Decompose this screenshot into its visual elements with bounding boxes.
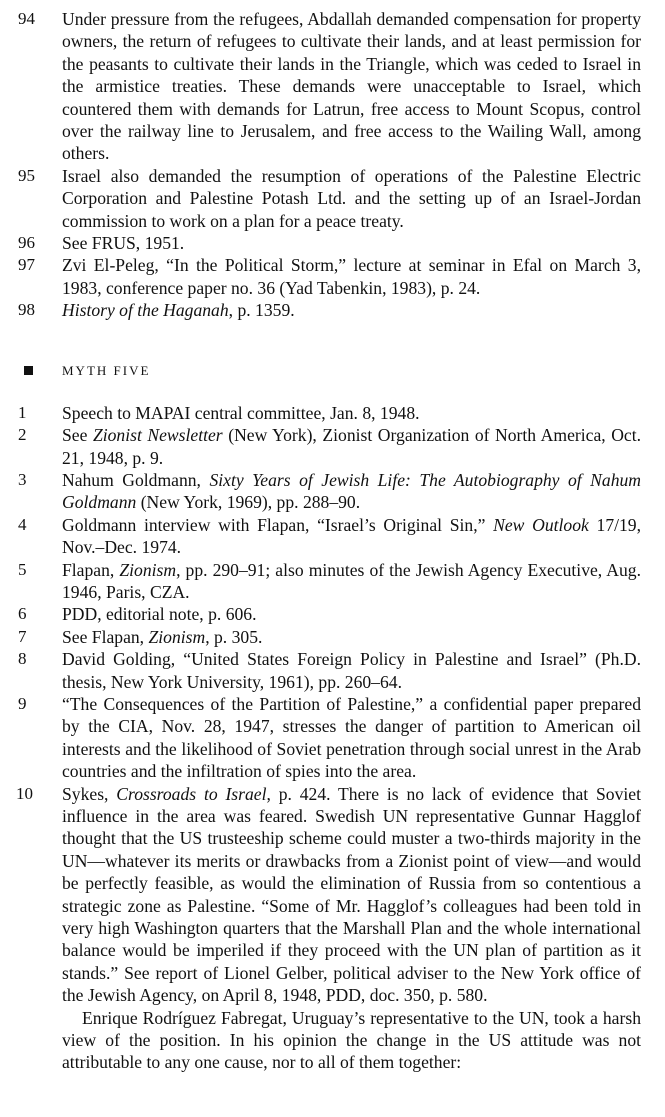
endnote-number: 9 — [18, 693, 27, 713]
endnote-1 — [0, 402, 665, 424]
continuation-paragraph: Enrique Rodríguez Fabregat, Uruguay’s representative to the UN, took a harsh view of the position. In his opinion the change in the US attitude was not attributable to any one cause, nor to all of them together: — [62, 1007, 641, 1073]
endnote-95 — [0, 165, 665, 232]
endnote-title: Zionist Newsletter — [92, 425, 223, 446]
endnote-9 — [0, 693, 665, 783]
endnote-number: 1 — [18, 402, 27, 422]
endnote-text: Sykes, — [62, 783, 117, 804]
endnote-97 — [0, 254, 665, 299]
endnote-94 — [0, 8, 665, 165]
endnote-text: Flapan, — [62, 559, 120, 580]
endnote-96 — [0, 232, 665, 254]
endnote-2 — [0, 424, 665, 469]
endnote-text: , p. 424. There is no lack of evidence that Soviet influence in the area was feared. Swedish UN representative Gunnar Hagglof thought that the US trusteeship scheme could muster a two-thirds majority in the UN—whatever its merits or drawbacks from a Zionist point of view—and would be perfectly feasible, as would the elimination of Russia from so contentious a strategic zone as Palestine. “Some of Mr. Hagglof’s colleagues had been told in very high Washington quarters that the Marshall Plan and the whole international balance would be imperiled if they proceed with the UN plan of partition as it stands.” See report of Lionel Gelber, political adviser to the New York office of the Jewish Agency, on April 8, 1948, PDD, doc. 350, p. 580. — [62, 783, 641, 1006]
endnotes-page — [0, 8, 665, 1074]
endnote-text: (New York, 1969), pp. 288–90. — [136, 492, 361, 513]
section-heading — [0, 360, 665, 382]
endnote-number: 96 — [18, 233, 35, 253]
endnote-number: 10 — [16, 783, 33, 803]
endnote-number: 95 — [18, 165, 35, 185]
endnote-title: Crossroads to Israel — [116, 783, 267, 804]
endnote-number: 7 — [18, 626, 27, 646]
endnote-number: 4 — [18, 514, 27, 534]
endnote-title: Zionism — [119, 559, 177, 580]
endnote-text: , p. 1359. — [228, 300, 295, 321]
endnote-title: Sixty Years of Jewish Life: The Autobiography of Nahum Goldmann — [62, 469, 641, 513]
endnote-text: See Flapan, — [62, 626, 149, 647]
endnote-title: Zionism — [148, 626, 206, 647]
endnote-number: 98 — [18, 300, 35, 320]
endnote-number: 6 — [18, 604, 27, 624]
endnote-text: , p. 305. — [205, 626, 263, 647]
endnote-7 — [0, 626, 665, 648]
endnote-4 — [0, 514, 665, 559]
endnote-8 — [0, 648, 665, 693]
endnote-text: See FRUS, 1951. — [62, 233, 185, 254]
endnote-number: 8 — [18, 649, 27, 669]
endnote-number: 2 — [18, 425, 27, 445]
section-title: MYTH FIVE — [62, 362, 151, 378]
endnote-text: Nahum Goldmann, — [62, 469, 210, 490]
endnote-10 — [0, 783, 665, 1007]
endnote-text: See — [62, 425, 93, 446]
endnote-number: 94 — [18, 9, 35, 28]
endnote-text: PDD, editorial note, p. 606. — [62, 604, 257, 625]
endnote-title: New Outlook — [493, 514, 589, 535]
square-bullet-icon — [24, 366, 33, 375]
endnote-text: , pp. 290–91; also minutes of the Jewish Agency Executive, Aug. 1946, Paris, CZA. — [62, 559, 641, 602]
endnote-text: “The Consequences of the Partition of Palestine,” a confidential paper prepared by the CIA, Nov. 28, 1947, stresses the danger of partition to American oil interests and the likelihood of Soviet penetration through social unrest in the Arab countries and the infiltration of spies into the area. — [62, 693, 641, 782]
endnote-title: History of the Haganah — [62, 300, 229, 321]
endnote-number: 97 — [18, 255, 35, 275]
endnote-98 — [0, 299, 665, 321]
endnote-text: Israel also demanded the resumption of operations of the Palestine Electric Corporation and Palestine Potash Ltd. and the setting up of an Israel-Jordan commission to work on a plan for a peace treaty. — [62, 165, 641, 231]
endnote-text: 17/19, Nov.–Dec. 1974. — [62, 514, 641, 558]
endnote-3 — [0, 469, 665, 514]
endnote-text: Zvi El-Peleg, “In the Political Storm,” lecture at seminar in Efal on March 3, 1983, conference paper no. 36 (Yad Tabenkin, 1983), p. 24. — [62, 255, 641, 298]
endnote-text: David Golding, “United States Foreign Policy in Palestine and Israel” (Ph.D. thesis, New York University, 1961), pp. 260–64. — [62, 649, 641, 692]
endnote-text: (New York), Zionist Organization of North America, Oct. 21, 1948, p. 9. — [62, 425, 641, 468]
endnote-5 — [0, 559, 665, 604]
endnote-6 — [0, 603, 665, 625]
endnote-text: Speech to MAPAI central committee, Jan. 8, 1948. — [62, 402, 420, 423]
endnote-number: 3 — [18, 469, 27, 489]
endnote-text: Goldmann interview with Flapan, “Israel’s Original Sin,” — [62, 514, 494, 535]
endnote-text: Under pressure from the refugees, Abdallah demanded compensation for property owners, the return of refugees to cultivate their lands, and at least permission for the peasants to cultivate their lands in the Triangle, which was ceded to Israel in the armistice treaties. These demands were unacceptable to Israel, which countered them with demands for Latrun, free access to Mount Scopus, control over the railway line to Jerusalem, and free access to the Wailing Wall, among others. — [62, 9, 641, 164]
endnote-number: 5 — [18, 559, 27, 579]
